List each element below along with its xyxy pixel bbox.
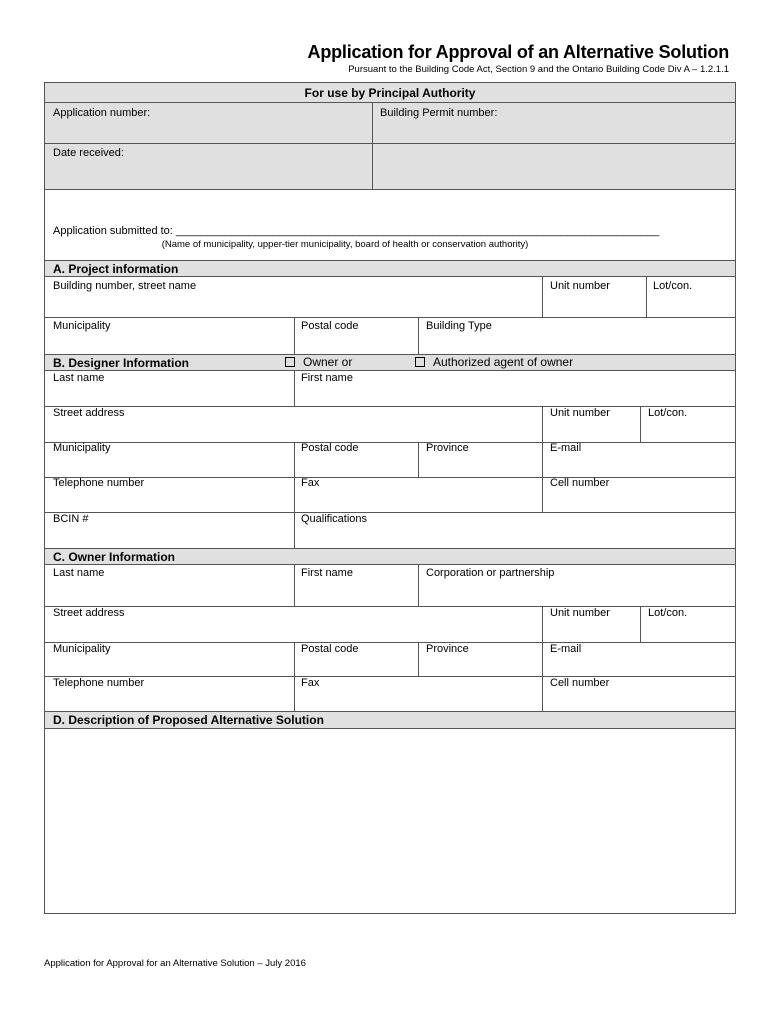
owner-corporation-field[interactable]: Corporation or partnership: [426, 567, 555, 579]
agent-checkbox[interactable]: [415, 357, 425, 367]
project-municipality-field[interactable]: Municipality: [53, 320, 111, 332]
application-form: [44, 82, 736, 914]
designer-last-name-field[interactable]: Last name: [53, 372, 105, 384]
designer-unit-number-field[interactable]: Unit number: [550, 407, 610, 419]
designer-lot-field[interactable]: Lot/con.: [648, 407, 688, 419]
submitted-to-field[interactable]: Application submitted to: _______________________________________________________________________________: [53, 225, 660, 237]
designer-first-name-field[interactable]: First name: [301, 372, 353, 384]
designer-municipality-field[interactable]: Municipality: [53, 442, 111, 454]
designer-bcin-field[interactable]: BCIN #: [53, 513, 89, 525]
page-footer: Application for Approval for an Alternative Solution – July 2016: [44, 958, 306, 969]
form-subtitle: Pursuant to the Building Code Act, Section 9 and the Ontario Building Code Div A – 1.2.1.1: [348, 64, 729, 75]
project-building-type-field[interactable]: Building Type: [426, 320, 492, 332]
designer-fax-field[interactable]: Fax: [301, 477, 320, 489]
owner-postal-code-field[interactable]: Postal code: [301, 643, 359, 655]
owner-first-name-field[interactable]: First name: [301, 567, 353, 579]
owner-option-label: Owner or: [303, 355, 353, 369]
project-lot-field[interactable]: Lot/con.: [653, 280, 693, 292]
section-d-heading: D. Description of Proposed Alternative Solution: [53, 713, 324, 727]
authority-heading: For use by Principal Authority: [304, 86, 476, 100]
project-unit-number-field[interactable]: Unit number: [550, 280, 610, 292]
owner-province-field[interactable]: Province: [426, 643, 469, 655]
project-building-number-field[interactable]: Building number, street name: [53, 280, 197, 292]
application-number-field[interactable]: Application number:: [53, 107, 151, 119]
section-b-heading: B. Designer Information: [53, 356, 190, 370]
submitted-to-note: (Name of municipality, upper-tier municipality, board of health or conservation authority): [161, 239, 529, 250]
owner-municipality-field[interactable]: Municipality: [53, 643, 111, 655]
owner-telephone-field[interactable]: Telephone number: [53, 677, 145, 689]
designer-postal-code-field[interactable]: Postal code: [301, 442, 359, 454]
project-postal-code-field[interactable]: Postal code: [301, 320, 359, 332]
owner-fax-field[interactable]: Fax: [301, 677, 320, 689]
designer-owner-option[interactable]: [285, 355, 352, 369]
building-permit-number-field[interactable]: Building Permit number:: [380, 107, 498, 119]
owner-checkbox[interactable]: [285, 357, 295, 367]
designer-agent-option[interactable]: [415, 355, 573, 369]
owner-unit-number-field[interactable]: Unit number: [550, 607, 610, 619]
owner-street-address-field[interactable]: Street address: [53, 607, 125, 619]
description-textarea[interactable]: [45, 729, 735, 913]
designer-province-field[interactable]: Province: [426, 442, 469, 454]
owner-cell-field[interactable]: Cell number: [550, 677, 610, 689]
date-received-field[interactable]: Date received:: [53, 147, 124, 159]
designer-telephone-field[interactable]: Telephone number: [53, 477, 145, 489]
agent-option-label: Authorized agent of owner: [433, 355, 574, 369]
owner-lot-field[interactable]: Lot/con.: [648, 607, 688, 619]
form-title: Application for Approval of an Alternative Solution: [307, 42, 729, 62]
designer-email-field[interactable]: E-mail: [550, 442, 582, 454]
section-a-heading: A. Project information: [53, 262, 179, 276]
section-c-heading: C. Owner Information: [53, 550, 176, 564]
designer-cell-field[interactable]: Cell number: [550, 477, 610, 489]
designer-qualifications-field[interactable]: Qualifications: [301, 513, 368, 525]
owner-email-field[interactable]: E-mail: [550, 643, 582, 655]
designer-street-address-field[interactable]: Street address: [53, 407, 125, 419]
owner-last-name-field[interactable]: Last name: [53, 567, 105, 579]
